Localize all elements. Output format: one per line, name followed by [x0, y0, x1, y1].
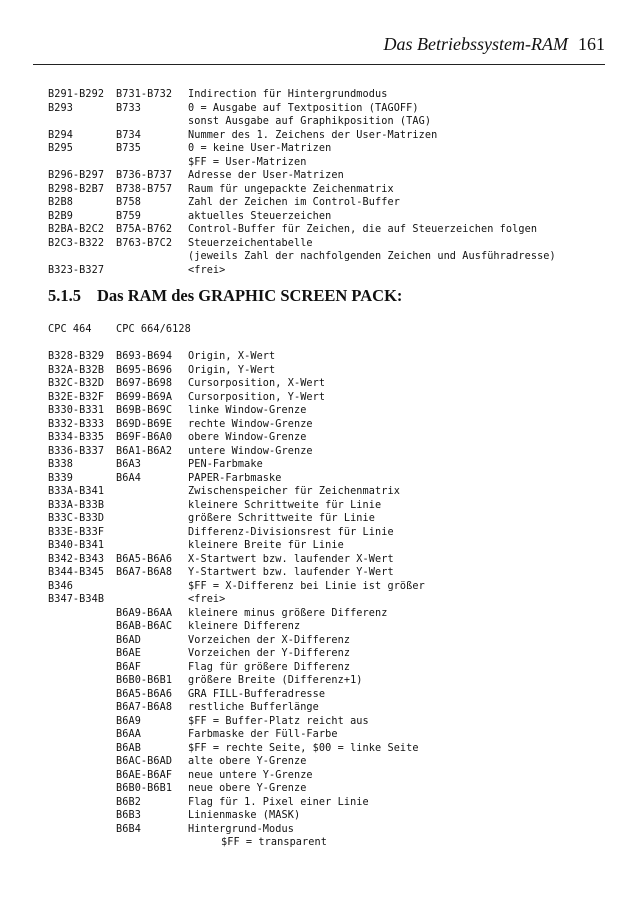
address-464: B2B9 — [48, 210, 73, 222]
address-664-6128: B735 — [116, 143, 141, 154]
address-464: B33E-B33F — [48, 526, 105, 538]
description-indented: $FF = transparent — [221, 837, 327, 848]
description: $FF = X-Differenz bei Linie ist größer — [188, 580, 425, 592]
description: linke Window-Grenze — [188, 405, 307, 416]
description: $FF = rechte Seite, $00 = linke Seite — [188, 742, 419, 754]
address-664-6128: B6AC-B6AD — [116, 756, 173, 767]
description: Hintergrund-Modus — [188, 823, 294, 835]
description: <frei> — [188, 264, 226, 276]
address-664-6128: B763-B7C2 — [116, 237, 173, 249]
description: 0 = Ausgabe auf Textposition (TAGOFF) — [188, 102, 419, 114]
address-664-6128: B736-B737 — [116, 170, 173, 181]
address-664-6128: B6B3 — [116, 810, 141, 821]
description: kleinere minus größere Differenz — [188, 607, 388, 619]
description: Vorzeichen der Y-Differenz — [188, 648, 351, 659]
column-header-cpc664-6128: CPC 664/6128 — [116, 324, 191, 335]
address-664-6128: B75A-B762 — [116, 224, 173, 235]
address-664-6128: B6B4 — [116, 823, 141, 835]
description: Adresse der User-Matrizen — [188, 170, 344, 181]
address-464: B338 — [48, 459, 73, 470]
description: größere Breite (Differenz+1) — [188, 675, 363, 686]
description: sonst Ausgabe auf Graphikposition (TAG) — [188, 116, 432, 127]
description: $FF = Buffer-Platz reicht aus — [188, 715, 369, 727]
description: größere Schrittweite für Linie — [188, 513, 376, 524]
description: Flag für 1. Pixel einer Linie — [188, 796, 369, 808]
address-464: B340-B341 — [48, 540, 105, 551]
description: $FF = User-Matrizen — [188, 156, 307, 168]
description: <frei> — [188, 594, 226, 605]
description: Differenz-Divisionsrest für Linie — [188, 526, 394, 538]
description: neue untere Y-Grenze — [188, 769, 313, 781]
address-664-6128: B6AE-B6AF — [116, 769, 173, 781]
column-header-cpc464: CPC 464 — [48, 324, 92, 335]
description: kleinere Schrittweite für Linie — [188, 499, 382, 511]
header-rule — [33, 64, 605, 65]
description: Zahl der Zeichen im Control-Buffer — [188, 197, 400, 208]
description: Control-Buffer für Zeichen, die auf Steuerzeichen folgen — [188, 224, 538, 235]
description: rechte Window-Grenze — [188, 418, 313, 430]
address-664-6128: B758 — [116, 197, 141, 208]
address-664-6128: B759 — [116, 210, 141, 222]
address-464: B347-B34B — [48, 594, 105, 605]
address-664-6128: B6AD — [116, 634, 141, 646]
description: Farbmaske der Füll-Farbe — [188, 729, 338, 740]
address-464: B2C3-B322 — [48, 237, 105, 249]
address-664-6128: B734 — [116, 129, 141, 141]
description: obere Window-Grenze — [188, 432, 307, 443]
address-664-6128: B6A1-B6A2 — [116, 445, 173, 457]
address-664-6128: B6A5-B6A6 — [116, 688, 173, 700]
description: aktuelles Steuerzeichen — [188, 210, 332, 222]
description: Linienmaske (MASK) — [188, 810, 301, 821]
description: GRA FILL-Bufferadresse — [188, 688, 326, 700]
description: X-Startwert bzw. laufender X-Wert — [188, 553, 394, 565]
address-464: B336-B337 — [48, 445, 105, 457]
address-464: B2B8 — [48, 197, 73, 208]
address-664-6128: B6AB — [116, 742, 141, 754]
description: PEN-Farbmake — [188, 459, 263, 470]
address-664-6128: B699-B69A — [116, 391, 173, 403]
address-664-6128: B6B2 — [116, 796, 141, 808]
address-464: B332-B333 — [48, 418, 105, 430]
description: Cursorposition, Y-Wert — [188, 391, 326, 403]
address-464: B295 — [48, 143, 73, 154]
address-464: B32E-B32F — [48, 391, 105, 403]
address-464: B2BA-B2C2 — [48, 224, 105, 235]
address-464: B32C-B32D — [48, 378, 105, 389]
address-464: B294 — [48, 129, 73, 141]
section-title: Das RAM des GRAPHIC SCREEN PACK: — [97, 286, 403, 305]
address-464: B33A-B341 — [48, 486, 105, 497]
description: neue obere Y-Grenze — [188, 783, 307, 794]
description: kleinere Breite für Linie — [188, 540, 344, 551]
address-664-6128: B693-B694 — [116, 351, 173, 362]
description: Origin, X-Wert — [188, 351, 276, 362]
address-464: B32A-B32B — [48, 364, 105, 376]
running-header — [384, 34, 605, 55]
address-464: B334-B335 — [48, 432, 105, 443]
address-664-6128: B6A4 — [116, 472, 141, 484]
section-number: 5.1.5 — [48, 286, 81, 305]
address-664-6128: B6A9-B6AA — [116, 607, 173, 619]
address-464: B296-B297 — [48, 170, 105, 181]
description: Cursorposition, X-Wert — [188, 378, 326, 389]
address-664-6128: B69F-B6A0 — [116, 432, 173, 443]
address-464: B323-B327 — [48, 264, 105, 276]
page-number: 161 — [578, 34, 605, 54]
description: Y-Startwert bzw. laufender Y-Wert — [188, 567, 394, 578]
description: Flag für größere Differenz — [188, 661, 351, 673]
address-664-6128: B69B-B69C — [116, 405, 173, 416]
address-464: B291-B292 — [48, 89, 105, 100]
address-664-6128: B6AF — [116, 661, 141, 673]
section-heading — [48, 286, 402, 306]
description: Indirection für Hintergrundmodus — [188, 89, 388, 100]
description: alte obere Y-Grenze — [188, 756, 307, 767]
address-664-6128: B697-B698 — [116, 378, 173, 389]
address-464: B328-B329 — [48, 351, 105, 362]
address-664-6128: B69D-B69E — [116, 418, 173, 430]
description: 0 = keine User-Matrizen — [188, 143, 332, 154]
address-464: B298-B2B7 — [48, 183, 105, 195]
address-464: B344-B345 — [48, 567, 105, 578]
address-664-6128: B6AB-B6AC — [116, 621, 173, 632]
address-664-6128: B738-B757 — [116, 183, 173, 195]
description: Zwischenspeicher für Zeichenmatrix — [188, 486, 400, 497]
address-664-6128: B6B0-B6B1 — [116, 675, 173, 686]
description: Steuerzeichentabelle — [188, 237, 313, 249]
description: Origin, Y-Wert — [188, 364, 276, 376]
address-464: B33A-B33B — [48, 499, 105, 511]
address-664-6128: B695-B696 — [116, 364, 173, 376]
address-664-6128: B6A3 — [116, 459, 141, 470]
address-664-6128: B6A5-B6A6 — [116, 553, 173, 565]
description: restliche Bufferlänge — [188, 702, 319, 713]
address-464: B346 — [48, 580, 73, 592]
address-464: B33C-B33D — [48, 513, 105, 524]
description: PAPER-Farbmaske — [188, 472, 282, 484]
description: Raum für ungepackte Zeichenmatrix — [188, 183, 394, 195]
description: Nummer des 1. Zeichens der User-Matrizen — [188, 129, 438, 141]
header-title: Das Betriebssystem-RAM — [383, 34, 568, 54]
address-664-6128: B731-B732 — [116, 89, 173, 100]
address-664-6128: B6A7-B6A8 — [116, 702, 173, 713]
address-464: B339 — [48, 472, 73, 484]
address-664-6128: B733 — [116, 102, 141, 114]
description: kleinere Differenz — [188, 621, 301, 632]
address-464: B330-B331 — [48, 405, 105, 416]
description: untere Window-Grenze — [188, 445, 313, 457]
description: (jeweils Zahl der nachfolgenden Zeichen und Ausführadresse) — [188, 251, 556, 262]
address-664-6128: B6B0-B6B1 — [116, 783, 173, 794]
column-headers — [48, 324, 448, 338]
address-664-6128: B6AA — [116, 729, 141, 740]
address-464: B293 — [48, 102, 73, 114]
address-464: B342-B343 — [48, 553, 105, 565]
description: Vorzeichen der X-Differenz — [188, 634, 351, 646]
address-664-6128: B6AE — [116, 648, 141, 659]
address-664-6128: B6A7-B6A8 — [116, 567, 173, 578]
address-664-6128: B6A9 — [116, 715, 141, 727]
